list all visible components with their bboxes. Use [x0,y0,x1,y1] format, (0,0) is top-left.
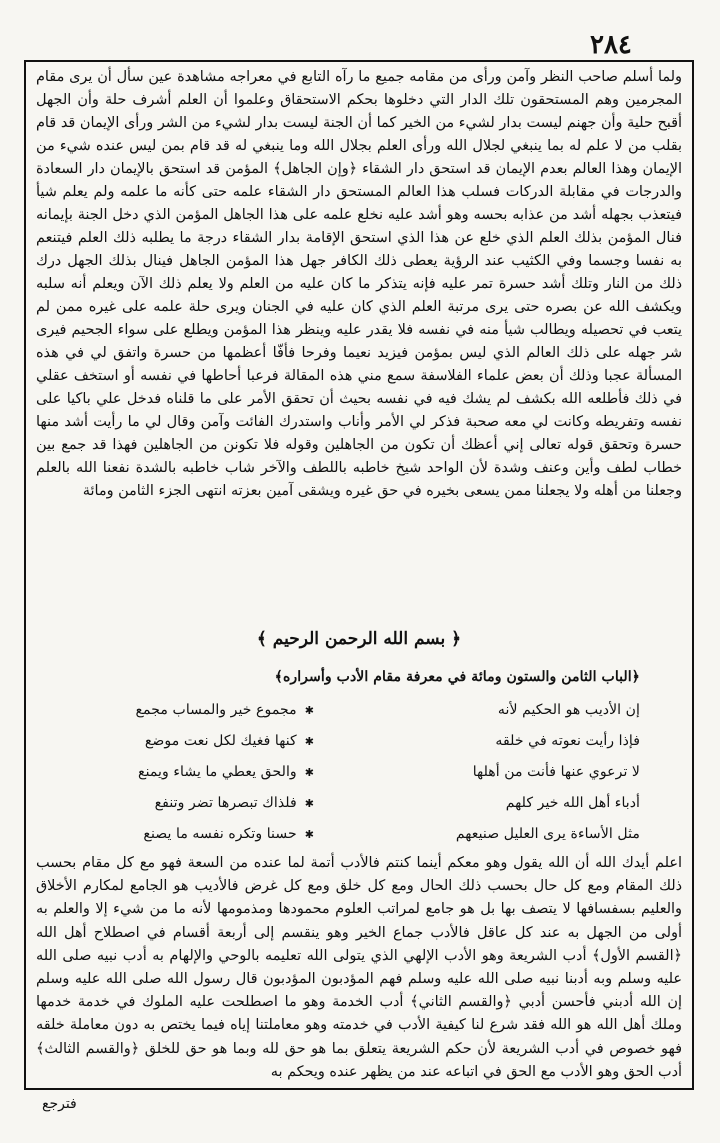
verse-first-half: لا ترعوي عنها فأنت من أهلها [472,764,640,780]
poem-verse [76,726,640,757]
verse-separator-star-icon: ✱ [304,766,314,779]
verse-separator-star-icon: ✱ [304,735,314,748]
verse-first-half: مثل الأساءة يرى العليل صنيعهم [455,826,640,842]
poem-block [36,662,682,850]
verse-second-half: فلذاك تبصرها تضر وتنفع [154,795,297,811]
catchword: فترجع [42,1096,77,1112]
paragraph-2: اعلم أيدك الله أن الله يقول وهو معكم أينما كنتم فالأدب أتمة لما عنده من السعة فهو مع كل مقام بحسب ذلك المقام ومع كل حال بحسب ذلك الحال ومع كل خلق ومع كل غرض فالأديب هو الجامع لمكارم الأخلاق والعليم بسفسافها لا يتصف بها بل هو جامع لمراتب العلوم محمودها ومذمومها لأنه ما من شيء إلا والعلم به أولى من الجهل به عند كل عاقل فالأدب جماع الخير وهو ينقسم إلى أربعة أقسام في اصطلاح أهل الله ﴿القسم الأول﴾ أدب الشريعة وهو الأدب الإلهي الذي يتولى الله تعليمه بالوحي والإلهام به أدب نبيه صلى الله عليه وسلم وبه أدبنا نبيه صلى الله عليه وسلم فهم المؤدبون المؤدبون قال رسول الله صلى الله عليه وسلم إن الله أدبني فأحسن أدبي ﴿والقسم الثاني﴾ أدب الخدمة وهو ما اصطلحت عليه الملوك في خدمة خدمها وملك أهل الله هو الله فقد شرع لنا كيفية الأدب في خدمته وهو معاملتنا إياه فيما يختص به دون معاملة خلقه فهو خصوص في أدب الشريعة لأن حكم الشريعة يتعلق بما هو حق لله وبما هو حق للخلق ﴿والقسم الثالث﴾ أدب الحق وهو الأدب مع الحق في اتباعه عند من يظهر عنده ويحكم به [36,855,682,1080]
verse-separator-star-icon: ✱ [304,797,314,810]
basmala-heading: ﴿ بسم الله الرحمن الرحيم ﴾ [256,629,462,649]
verse-first-half: أدباء أهل الله خير كلهم [505,795,640,811]
chapter-title: ﴿الباب الثامن والستون ومائة في معرفة مقام الأدب وأسراره﴾ [274,669,640,685]
verse-second-half: كنها فغيك لكل نعت موضع [144,733,297,749]
verse-first-half: فإذا رأيت نعوته في خلقه [495,733,640,749]
text-frame [24,60,694,1090]
poem-verse [76,757,640,788]
poem-verse [76,695,640,726]
verse-second-half: والحق يعطي ما يشاء ويمنع [138,764,297,780]
poem-verse [76,788,640,819]
paragraph-1: ولما أسلم صاحب النظر وآمن ورأى من مقامه جميع ما رآه التابع في معراجه مشاهدة عين سأل أن يرى مقام المجرمين وهم المستحقون تلك الدار التي دخلوها بحكم الاستحقاق وعلموا أن العلم أشرف حلة وأن الجهل أقبح حلية وأن جهنم ليست بدار لشيء من الخير كما أن الجنة ليست بدار لشيء من الشر ورأى الإيمان قد قام بقلب من لا علم له بما ينبغي لجلال الله ورأى العلم بجلال الله وما ينبغي له قد قام بمن ليس عنده شيء من الإيمان وهذا العالم بعدم الإيمان قد استحق دار الشقاء ﴿وإن الجاهل﴾ المؤمن قد استحق بالإيمان دار السعادة والدرجات في مقابلة الدركات فسلب هذا العالم المستحق دار الشقاء علمه حتى كأنه ما علمه ولم يعلم شيأ فيتعذب بجهله أشد من عذابه بحسه وهو أشد عليه نخلع علمه على هذا الجاهل المؤمن الذي دخل الجنة بإيمانه فنال المؤمن بذلك العلم الذي خلع عن هذا الذي استحق الإقامة بدار الشقاء درجة ما يطلبه ذلك العلم فيتنعم به نفسا وجسما وفي الكثيب عند الرؤية يعطى ذلك الكافر جهل هذا المؤمن الجاهل فينال بذلك الجهل درك ذلك من النار وتلك أشد حسرة تمر عليه فإنه يتذكر ما كان عليه من العلم ولا يعلم ذلك الآن ويعلم أنه سلبه ويكشف الله عن بصره حتى يرى مرتبة العلم الذي كان عليه في الجنان ويرى حلة علمه على غيره ممن لم يتعب في تحصيله ويطالب شيأ منه في نفسه فلا يقدر عليه وينظر هذا المؤمن ويطلع على سواء الجحيم فيرى شر جهله على ذلك العالم الذي ليس بمؤمن فيزيد نعيما وفرحا فأفّا أعظمها من حسرة واتفق لي في هذه المسألة عجبا وذلك أن بعض علماء الفلاسفة سمع مني هذه المقالة فرعبا أحاطها في نفسه أو استخف عقلي في ذلك فأطلعه الله بكشف لم يشك فيه في نفسه بحيث أن تحقق الأمر على ما قلناه فدخل علي باكيا على نفسه وتفريطه وكانت لي معه صحبة فذكر لي الأمر وأناب واستدرك الفائت وآمن وقال لي ما رأيت أشد منها حسرة وتحقق قوله تعالى إني أعظك أن تكون من الجاهلين وقوله فلا تكونن من الجاهلين فهذا قد جمع بين خطاب لطف وأين وعنف وشدة لأن الواحد شيخ خاطبه باللطف والآخر شاب خاطبه بالشدة نفعنا الله بالعلم وجعلنا من أهله ولا يجعلنا ممن يسعى بخيره في حق غيره ويشقى آمين بعزته انتهى الجزء الثامن ومائة [36,69,682,499]
verse-first-half: إن الأديب هو الحكيم لأنه [497,702,640,718]
main-text [26,62,692,1084]
verse-second-half: حسنا وتكره نفسه ما يصنع [143,826,297,842]
verse-separator-star-icon: ✱ [304,704,314,717]
verse-separator-star-icon: ✱ [304,828,314,841]
page-number: ٢٨٤ [590,30,632,60]
poem-verse [76,819,640,850]
verse-second-half: مجموع خير والمساب مجمع [135,702,297,718]
